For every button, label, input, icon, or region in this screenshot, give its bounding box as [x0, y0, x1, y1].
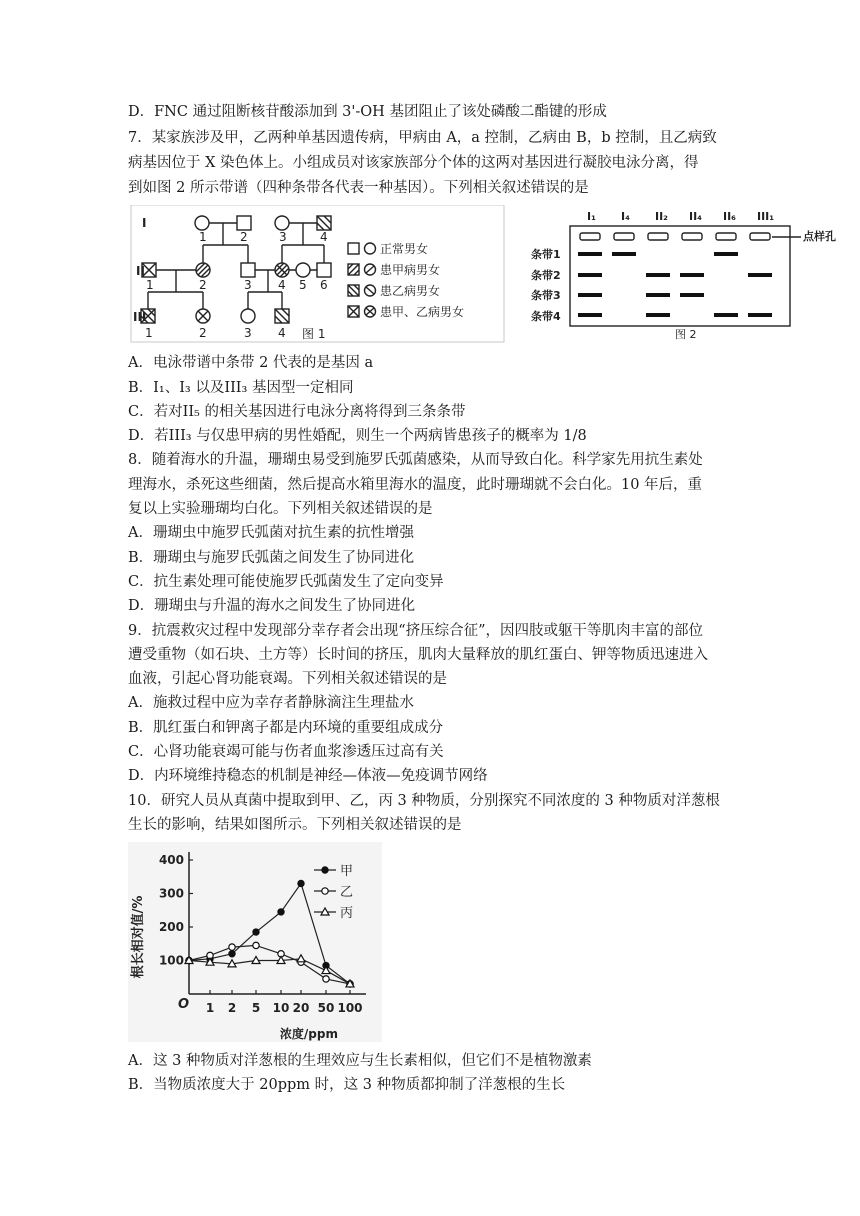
question-9-stem-2: 遭受重物（如石块、土方等）长时间的挤压，肌肉大量释放的肌红蛋白、钾等物质迅速进入: [128, 647, 708, 663]
y-tick-label: 100: [158, 953, 184, 968]
num-II6: 6: [320, 278, 328, 292]
question-10-stem-2: 生长的影响，结果如图所示。下列相关叙述错误的是: [128, 817, 462, 833]
data-point: [229, 951, 235, 957]
num-III1: 1: [145, 326, 153, 340]
fig2-caption: 图 2: [675, 328, 697, 341]
data-point: [323, 976, 329, 982]
root-length-chart: [128, 842, 382, 1042]
question-10-stem: 10．研究人员从真菌中提取到甲、乙，丙 3 种物质，分别探究不同浓度的 3 种物质对洋葱根: [128, 793, 720, 809]
q7-option-a: A．电泳带谱中条带 2 代表的是基因 a: [128, 355, 374, 371]
num-III4: 4: [278, 326, 286, 340]
q7-option-b: B．I₁、I₃ 以及III₃ 基因型一定相同: [128, 380, 354, 396]
num-II2: 2: [199, 278, 207, 292]
y-axis-label: 根长相对值/%: [131, 895, 146, 979]
gen-label-1: I: [142, 216, 147, 230]
legend-normal: 正常男女: [380, 242, 429, 256]
data-point: [298, 880, 304, 886]
band-label-4: 条带4: [531, 310, 561, 323]
num-III3: 3: [244, 326, 252, 340]
x-axis-label: 浓度/ppm: [279, 1027, 338, 1041]
question-7-stem-2: 病基因位于 X 染色体上。小组成员对该家族部分个体的这两对基因进行凝胶电泳分离，得: [128, 155, 699, 171]
x-tick-label: 100: [337, 1001, 363, 1015]
num-III2: 2: [199, 326, 207, 340]
band-label-1: 条带1: [531, 248, 561, 261]
q8-option-d: D．珊瑚虫与升温的海水之间发生了协同进化: [128, 598, 416, 614]
legend-label: 丙: [340, 906, 354, 921]
band-label-3: 条带3: [531, 289, 561, 302]
num-II4: 4: [278, 278, 286, 292]
gel-figure-2: [525, 208, 850, 343]
well-label: 点样孔: [803, 230, 836, 243]
x-tick-label: 20: [292, 1001, 310, 1015]
data-point: [253, 929, 259, 935]
lane-label-6: III₁: [757, 210, 775, 223]
lane-label-4: II₄: [689, 210, 703, 223]
legend-marker: [322, 867, 328, 873]
legend-disease-a: 患甲病男女: [380, 263, 441, 277]
x-tick-label: 2: [227, 1001, 237, 1015]
legend-marker: [322, 888, 328, 894]
legend-disease-b: 患乙病男女: [380, 284, 441, 298]
question-8-stem-2: 理海水，杀死这些细菌，然后提高水箱里海水的温度，此时珊瑚就不会白化。10 年后，重: [128, 477, 703, 493]
origin-label: O: [178, 997, 190, 1012]
band-label-2: 条带2: [531, 269, 561, 282]
q9-option-c: C．心肾功能衰竭可能与伤者血浆渗透压过高有关: [128, 744, 444, 760]
question-8-stem: 8．随着海水的升温，珊瑚虫易受到施罗氏弧菌感染，从而导致白化。科学家先用抗生素处: [128, 452, 703, 468]
y-tick-label: 400: [158, 853, 184, 867]
legend-both: 患甲、乙病男女: [380, 305, 465, 319]
question-7-stem-3: 到如图 2 所示带谱（四种条带各代表一种基因）。下列相关叙述错误的是: [128, 180, 589, 196]
q8-option-a: A．珊瑚虫中施罗氏弧菌对抗生素的抗性增强: [128, 525, 414, 541]
q9-option-b: B．肌红蛋白和钾离子都是内环境的重要组成成分: [128, 720, 444, 736]
x-tick-label: 5: [251, 1001, 261, 1015]
q8-option-c: C．抗生素处理可能使施罗氏弧菌发生了定向变异: [128, 574, 444, 590]
question-8-stem-3: 复以上实验珊瑚均白化。下列相关叙述错误的是: [128, 501, 433, 517]
lane-label-3: II₂: [655, 210, 669, 223]
x-tick-label: 10: [272, 1001, 290, 1015]
question-9-stem: 9．抗震救灾过程中发现部分幸存者会出现“挤压综合征”，因四肢或躯干等肌肉丰富的部位: [128, 623, 704, 639]
question-7-stem: 7．某家族涉及甲，乙两种单基因遗传病，甲病由 A，a 控制，乙病由 B，b 控制，且乙病致: [128, 130, 717, 146]
num-I2: 2: [240, 230, 248, 244]
q8-option-b: B．珊瑚虫与施罗氏弧菌之间发生了协同进化: [128, 550, 415, 566]
data-point: [253, 942, 259, 948]
y-tick-label: 200: [158, 920, 184, 934]
num-II1: 1: [146, 278, 154, 292]
num-II5: 5: [299, 278, 307, 292]
gen-label-3: III: [133, 310, 147, 324]
question-9-stem-3: 血液，引起心肾功能衰竭。下列相关叙述错误的是: [128, 671, 447, 687]
q9-option-a: A．施救过程中应为幸存者静脉滴注生理盐水: [128, 695, 414, 711]
q9-option-d: D．内环境维持稳态的机制是神经—体液—免疫调节网络: [128, 768, 488, 784]
fig1-caption: 图 1: [302, 327, 326, 341]
data-point: [278, 909, 284, 915]
y-tick-label: 300: [158, 886, 184, 901]
q7-option-c: C．若对II₅ 的相关基因进行电泳分离将得到三条条带: [128, 404, 466, 420]
q10-option-b: B．当物质浓度大于 20ppm 时，这 3 种物质都抑制了洋葱根的生长: [128, 1077, 566, 1093]
data-point: [229, 944, 235, 950]
num-II3: 3: [244, 278, 252, 292]
num-I3: 3: [279, 230, 287, 244]
legend-label: 甲: [340, 864, 354, 879]
x-tick-label: 1: [205, 1001, 215, 1015]
pedigree-figure-1: [130, 205, 505, 343]
legend-label: 乙: [340, 885, 354, 900]
lane-label-1: I₁: [587, 210, 596, 223]
lane-label-5: II₆: [723, 210, 737, 223]
lane-label-2: I₄: [621, 210, 630, 223]
gen-label-2: II: [136, 264, 145, 278]
data-point: [297, 955, 305, 962]
x-tick-label: 50: [317, 1001, 335, 1015]
option-d-prev: D．FNC 通过阻断核苷酸添加到 3'-OH 基团阻止了该处磷酸二酯键的形成: [128, 104, 607, 120]
q7-option-d: D．若III₃ 与仅患甲病的男性婚配，则生一个两病皆患孩子的概率为 1/8: [128, 428, 587, 444]
q10-option-a: A．这 3 种物质对洋葱根的生理效应与生长素相似，但它们不是植物激素: [128, 1053, 592, 1069]
num-I4: 4: [320, 230, 328, 244]
num-I1: 1: [199, 230, 207, 244]
